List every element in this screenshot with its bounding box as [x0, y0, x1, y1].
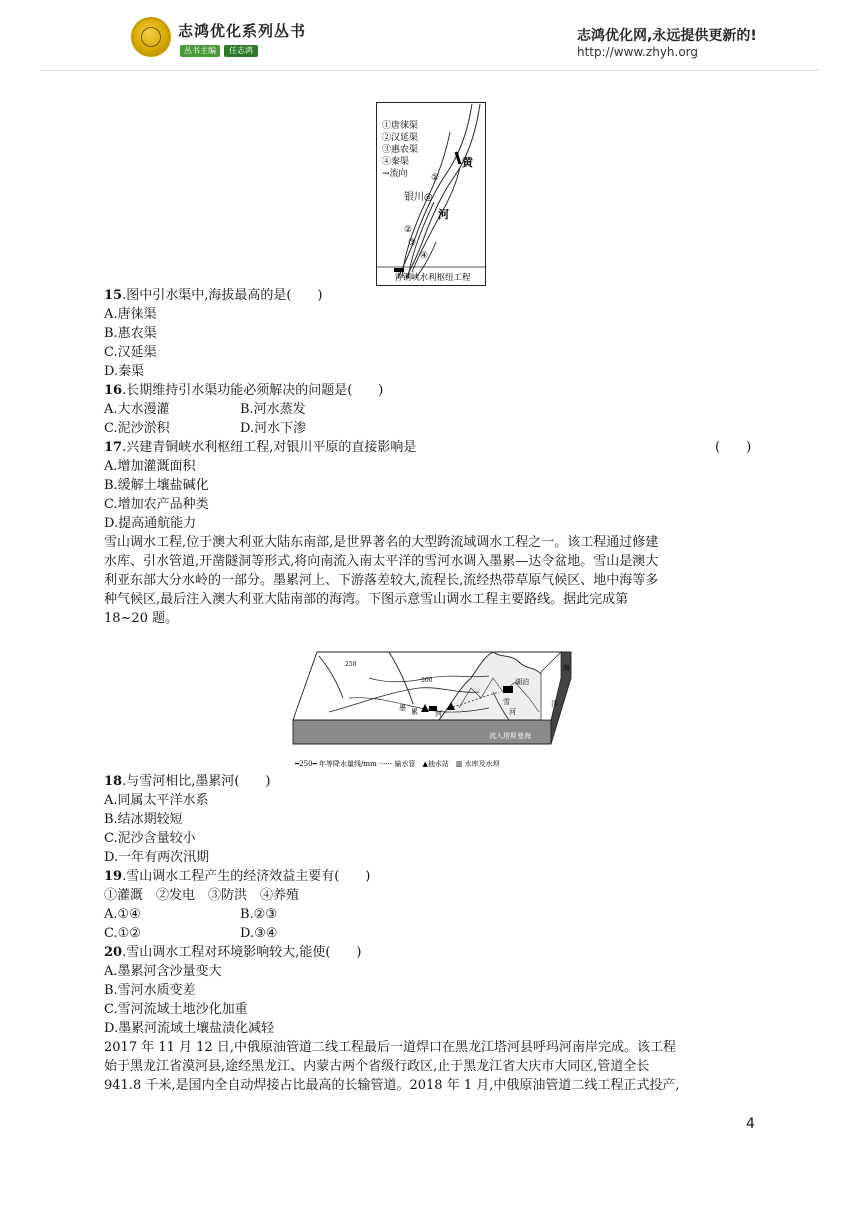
q15-option-a: A.唐徕渠 [104, 307, 157, 322]
passage2-line-2: 始于黑龙江省漠河县,途经黑龙江、内蒙古两个省级行政区,止于黑龙江省大庆市大同区,管道全长 [104, 1059, 650, 1074]
question-16-stem: 16.长期维持引水渠功能必须解决的问题是( ) [104, 383, 384, 398]
legend-item-5: →流向 [382, 169, 408, 179]
label-ocean-1: 海 [563, 664, 570, 672]
canal-marker-3: ③ [408, 238, 417, 248]
legend-item-1: ①唐徕渠 [382, 121, 419, 131]
brand-editor-name: 任志鸿 [224, 45, 258, 57]
q15-option-c: C.汉延渠 [104, 345, 157, 360]
brand-title: 志鸿优化系列丛书 [178, 22, 307, 40]
q17-answer-bracket: ( ) [715, 440, 752, 455]
header-divider [40, 70, 820, 71]
question-17-stem: 17.兴建青铜峡水利枢纽工程,对银川平原的直接影响是 [104, 440, 417, 455]
label-snow: 雪 [503, 698, 510, 706]
q20-option-b: B.雪河水质变差 [104, 983, 196, 998]
label-ocean-2: 洋 [551, 700, 558, 708]
q20-option-c: C.雪河流域土地沙化加重 [104, 1002, 248, 1017]
river-label-he: 河 [438, 208, 449, 221]
legend-item-2: ②汉延渠 [382, 133, 419, 143]
q19-option-a: A.①④ [104, 907, 141, 922]
q15-option-d: D.秦渠 [104, 364, 145, 379]
q17-option-c: C.增加农产品种类 [104, 497, 209, 512]
label-lake: 湖泊 [515, 678, 529, 686]
q16-option-d: D.河水下渗 [240, 421, 307, 436]
passage1-line-5: 18~20 题。 [104, 611, 179, 626]
legend-item-3: ③惠农渠 [382, 145, 419, 155]
brand-logo [131, 17, 171, 57]
label-murray-1: 墨 [399, 704, 406, 712]
header-url[interactable]: http://www.zhyh.org [577, 45, 699, 59]
q20-option-a: A.墨累河含沙量变大 [104, 964, 222, 979]
q19-items: ①灌溉 ②发电 ③防洪 ④养殖 [104, 888, 300, 903]
q17-option-d: D.提高通航能力 [104, 516, 197, 531]
q16-option-b: B.河水蒸发 [240, 402, 306, 417]
contour-label-500: 500 [421, 677, 433, 684]
question-20-stem: 20.雪山调水工程对环境影响较大,能使( ) [104, 945, 362, 960]
q18-option-a: A.同属太平洋水系 [104, 793, 209, 808]
passage1-line-1: 雪山调水工程,位于澳大利亚大陆东南部,是世界著名的大型跨流域调水工程之一。该工程通过修建 [104, 535, 659, 550]
city-label-yinchuan: 银川◎ [404, 192, 433, 203]
passage2-line-3: 941.8 千米,是国内全自动焊接占比最高的长输管道。2018 年 1 月,中俄原油管道二线工程正式投产, [104, 1078, 680, 1093]
canal-marker-2: ② [404, 225, 413, 235]
q16-option-a: A.大水漫灌 [104, 402, 170, 417]
map2-legend: ━250━ 年等降水量线/mm ······ 输水管 ▲抽水站 ▥ 水库及水坝 [295, 760, 500, 768]
q16-option-c: C.泥沙淤积 [104, 421, 170, 436]
legend-item-4: ④秦渠 [382, 157, 410, 167]
label-murray-3: 河 [435, 710, 442, 718]
q19-option-b: B.②③ [240, 907, 277, 922]
header-slogan: 志鸿优化网,永远提供更新的! [577, 28, 757, 44]
canal-marker-4: ④ [420, 251, 429, 261]
label-snow-river: 河 [509, 708, 516, 716]
page-header [0, 0, 860, 72]
q19-option-d: D.③④ [240, 926, 278, 941]
page-number: 4 [746, 1116, 755, 1132]
passage2-line-1: 2017 年 11 月 12 日,中俄原油管道二线工程最后一道焊口在黑龙江塔河县呼玛河南岸完成。该工程 [104, 1040, 676, 1055]
q17-option-b: B.缓解土壤盐碱化 [104, 478, 209, 493]
label-tasman-sea: 流入塔斯曼海 [489, 732, 531, 740]
q18-option-c: C.泥沙含量较小 [104, 831, 196, 846]
passage1-line-4: 种气候区,最后注入澳大利亚大陆南部的海湾。下图示意雪山调水工程主要路线。据此完成第 [104, 592, 629, 607]
q18-option-d: D.一年有两次汛期 [104, 850, 210, 865]
label-murray-2: 累 [411, 708, 418, 716]
passage1-line-2: 水库、引水管道,开凿隧洞等形式,将向南流入南太平洋的雪河水调入墨累—达令盆地。雪山是澳大 [104, 554, 659, 569]
ningxia-canal-map [376, 102, 486, 286]
contour-label-250: 250 [345, 661, 357, 668]
canal-marker-1: ① [431, 173, 440, 183]
snowy-mountains-scheme-diagram [289, 648, 581, 772]
q18-option-b: B.结冰期较短 [104, 812, 183, 827]
q19-option-c: C.①② [104, 926, 141, 941]
question-15-stem: 15.图中引水渠中,海拔最高的是( ) [104, 288, 323, 303]
question-18-stem: 18.与雪河相比,墨累河( ) [104, 774, 271, 789]
river-label-huang: 黄 [462, 156, 473, 169]
question-19-stem: 19.雪山调水工程产生的经济效益主要有( ) [104, 869, 371, 884]
dam-label: 青铜峡水利枢纽工程 [394, 273, 471, 283]
q17-option-a: A.增加灌溉面积 [104, 459, 196, 474]
q20-option-d: D.墨累河流域土壤盐渍化减轻 [104, 1021, 275, 1036]
brand-editor-label: 丛书主编 [180, 45, 220, 57]
passage1-line-3: 利亚东部大分水岭的一部分。墨累河上、下游落差较大,流程长,流经热带草原气候区、地中海等多 [104, 573, 659, 588]
q15-option-b: B.惠农渠 [104, 326, 157, 341]
